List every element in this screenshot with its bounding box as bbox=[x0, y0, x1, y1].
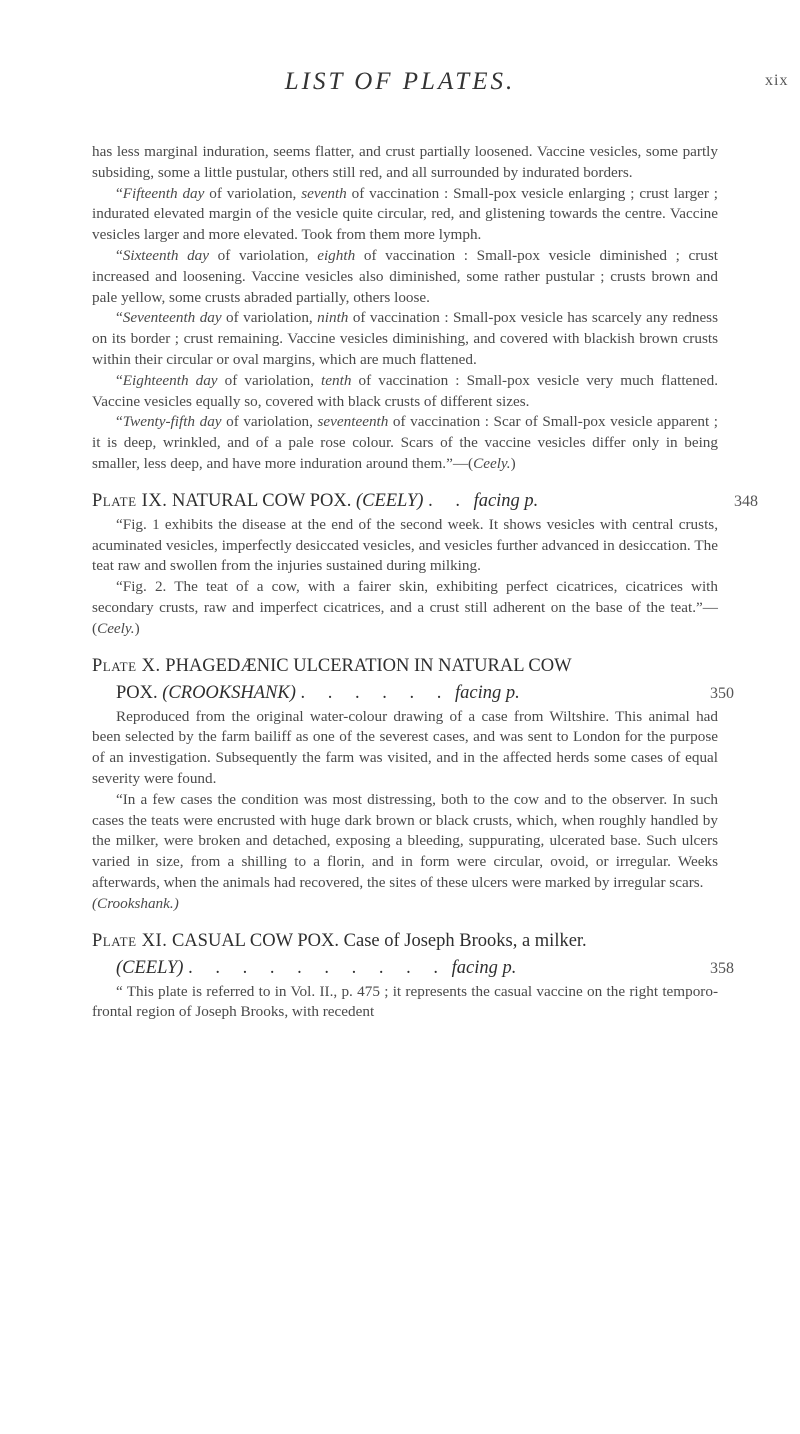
paragraph: Reproduced from the original water-colour drawing of a case from Wiltshire. This animal had been selected by the farm bailiff as one of the severest cases, and was sent to London for the purpose of an investigation. Subsequently the farm was visited, and in the affected herds some cases of equal severity were found. bbox=[92, 707, 718, 787]
paragraph: “Fig. 2. The teat of a cow, with a fairer skin, exhibiting perfect cicatrices, cicatrices with secondary crusts, raw and imperfect cicatrices, and a crust still adherent on the base of the teat.”—(Ceely.) bbox=[92, 578, 718, 637]
page-number: xix bbox=[765, 72, 789, 89]
plate-heading-cont: POX. (CROOKSHANK) . . . . . . facing p. 350 bbox=[92, 680, 718, 707]
plate-page-number: 350 bbox=[710, 684, 734, 702]
paragraph: has less marginal induration, seems flatter, and crust partially loosened. Vaccine vesicles, some partly subsiding, some a little pustular, others still red, and all surrounded by indurated borders. bbox=[92, 143, 718, 181]
body-text bbox=[92, 142, 758, 1023]
paragraph: “Twenty-fifth day of variolation, seventeenth of vaccination : Scar of Small-pox vesicle apparent ; it is deep, wrinkled, and of a pale rose colour. Scars of the vaccine vesicles differ only in being smaller, less deep, and have more induration around them.”—(Ceely.) bbox=[92, 413, 719, 472]
paragraph: “Sixteenth day of variolation, eighth of vaccination : Small-pox vesicle diminished ; crust increased and loosening. Vaccine vesicles also diminished, some rather pustular ; crusts brown and pale yellow, some crusts abraded partially, others loose. bbox=[92, 246, 718, 306]
plate-heading-cont: (CEELY) . . . . . . . . . . facing p. 358 bbox=[92, 955, 718, 982]
paragraph: “Fifteenth day of variolation, seventh of vaccination : Small-pox vesicle enlarging ; crust larger ; indurated elevated margin of the vesicle quite circular, red, and glistening towards the centre. Vaccine vesicles larger and more elevated. Took from them more lymph. bbox=[92, 184, 718, 244]
plate-page-number: 358 bbox=[710, 959, 734, 977]
paragraph: “Seventeenth day of variolation, ninth of vaccination : Small-pox vesicle has scarcely any redness on its border ; crust remaining. Vaccine vesicles diminishing, and covered with blackish brown crusts within their circular or oval margins, which are much flattened. bbox=[92, 309, 718, 368]
paragraph: “Fig. 1 exhibits the disease at the end of the second week. It shows vesicles with central crusts, acuminated vesicles, imperfectly desiccated vesicles, and vesicles further advanced in desiccation. The teat raw and swollen from the injuries sustained during milking. bbox=[92, 515, 718, 575]
plate-heading: Plate IX. NATURAL COW POX. (CEELY) . . facing p. 348 bbox=[92, 488, 718, 515]
plate-heading: Plate X. PHAGEDÆNIC ULCERATION IN NATURAL COW bbox=[92, 655, 572, 676]
plate-page-number: 348 bbox=[734, 492, 758, 510]
paragraph: “In a few cases the condition was most distressing, both to the cow and to the observer. In such cases the teats were encrusted with huge dark brown or black crusts, which, when roughly handled by the milker, were broken and detached, exposing a bleeding, suppurating, ulcerated base. Such ulcers varied in size, from a shilling to a florin, and in form were circular, ovoid, or irregular. Weeks afterwards, when the animals had recovered, the sites of these ulcers were marked by irregular scars. (Crookshank.) bbox=[92, 790, 718, 912]
paragraph: “ This plate is referred to in Vol. II., p. 475 ; it represents the casual vaccine on the right temporo-frontal region of Joseph Brooks, with recedent bbox=[92, 982, 718, 1021]
running-head: LIST OF PLATES. bbox=[284, 68, 516, 95]
plate-heading: Plate XI. CASUAL COW POX. Case of Joseph Brooks, a milker. bbox=[92, 930, 587, 951]
paragraph: “Eighteenth day of variolation, tenth of vaccination : Small-pox vesicle very much flattened. Vaccine vesicles equally so, covered with black crusts of different sizes. bbox=[92, 371, 719, 410]
